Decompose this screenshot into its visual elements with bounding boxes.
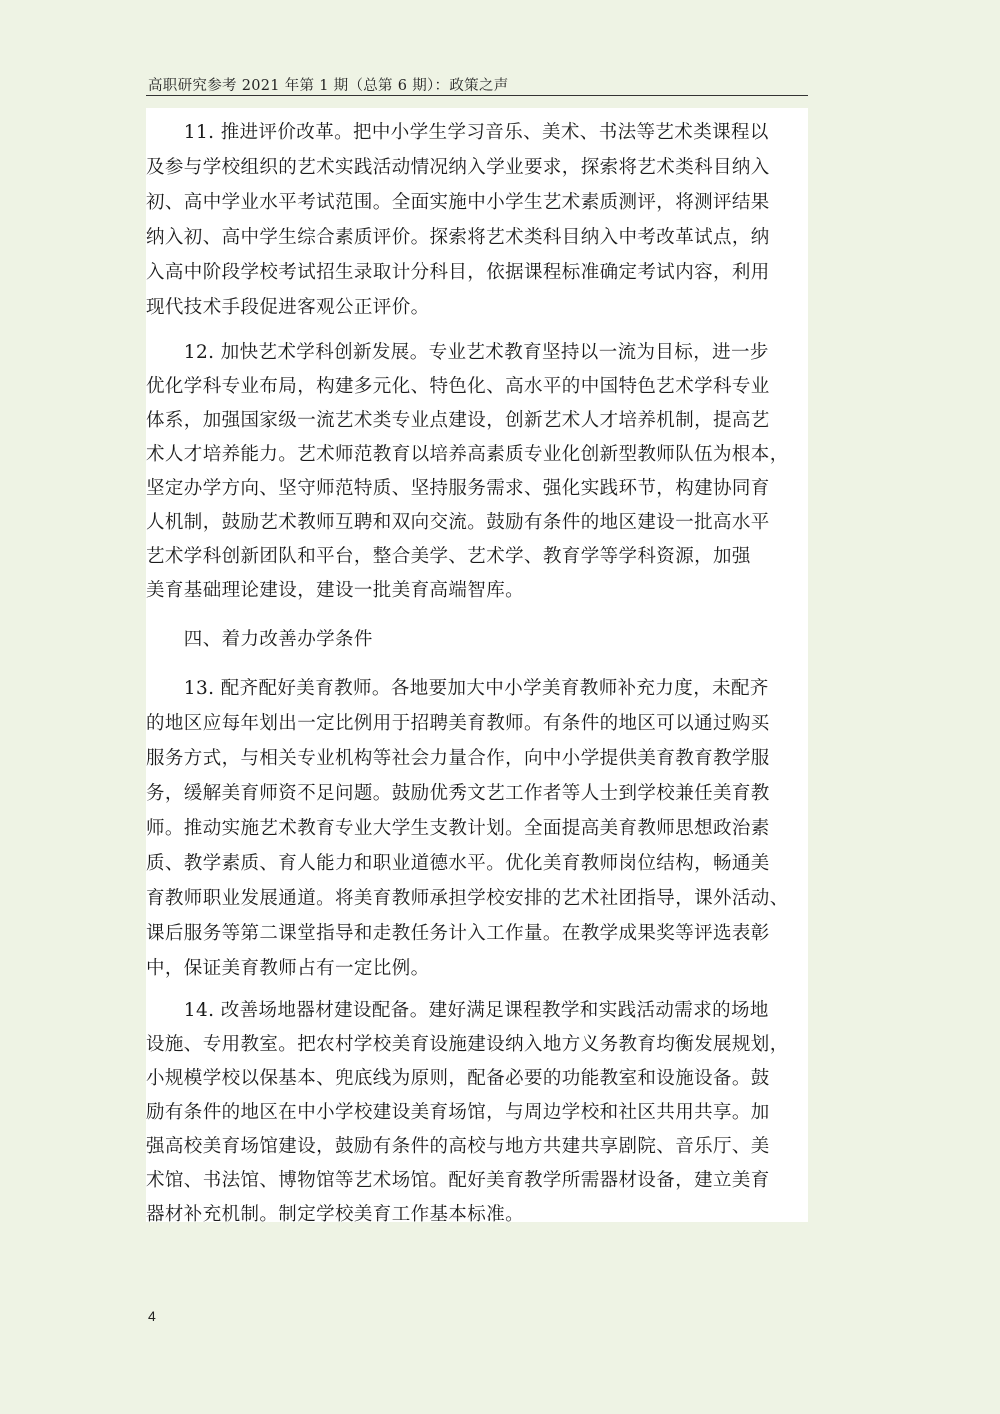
paragraph-line: 务，缓解美育师资不足问题。鼓励优秀文艺工作者等人士到学校兼任美育教 [146, 783, 770, 804]
paragraph-line: 术人才培养能力。艺术师范教育以培养高素质专业化创新型教师队伍为根本， [146, 444, 789, 465]
paragraph-line: 强高校美育场馆建设，鼓励有条件的高校与地方共建共享剧院、音乐厅、美 [146, 1136, 770, 1157]
paragraph-line: 11. 推进评价改革。把中小学生学习音乐、美术、书法等艺术类课程以 [146, 122, 769, 143]
paragraph-line: 术馆、书法馆、博物馆等艺术场馆。配好美育教学所需器材设备，建立美育 [146, 1170, 770, 1191]
paragraph-line: 及参与学校组织的艺术实践活动情况纳入学业要求，探索将艺术类科目纳入 [146, 157, 770, 178]
paragraph-line: 优化学科专业布局，构建多元化、特色化、高水平的中国特色艺术学科专业 [146, 376, 770, 397]
paragraph-line: 励有条件的地区在中小学校建设美育场馆，与周边学校和社区共用共享。加 [146, 1102, 770, 1123]
paragraph-line: 14. 改善场地器材建设配备。建好满足课程教学和实践活动需求的场地 [146, 1000, 769, 1021]
page-number: 4 [148, 1308, 156, 1324]
paragraph-line: 师。推动实施艺术教育专业大学生支教计划。全面提高美育教师思想政治素 [146, 818, 770, 839]
paragraph-line: 艺术学科创新团队和平台，整合美学、艺术学、教育学等学科资源，加强 [146, 546, 751, 567]
content-panel [146, 108, 808, 1225]
paragraph-line: 初、高中学业水平考试范围。全面实施中小学生艺术素质测评，将测评结果 [146, 192, 770, 213]
paragraph-line: 坚定办学方向、坚守师范特质、坚持服务需求、强化实践环节，构建协同育 [146, 478, 770, 499]
paragraph-line: 13. 配齐配好美育教师。各地要加大中小学美育教师补充力度，未配齐 [146, 678, 769, 699]
paragraph-line: 小规模学校以保基本、兜底线为原则，配备必要的功能教室和设施设备。鼓 [146, 1068, 770, 1089]
section-heading: 四、着力改善办学条件 [146, 629, 373, 650]
running-header: 高职研究参考 2021 年第 1 期（总第 6 期）：政策之声 [148, 78, 509, 94]
paragraph-line: 育教师职业发展通道。将美育教师承担学校安排的艺术社团指导，课外活动、 [146, 888, 789, 909]
paragraph-line: 服务方式，与相关专业机构等社会力量合作，向中小学提供美育教育教学服 [146, 748, 770, 769]
paragraph-line: 体系，加强国家级一流艺术类专业点建设，创新艺术人才培养机制，提高艺 [146, 410, 770, 431]
paragraph-line: 现代技术手段促进客观公正评价。 [146, 297, 430, 318]
paragraph-line: 中，保证美育教师占有一定比例。 [146, 958, 430, 979]
header-rule [146, 95, 808, 96]
paragraph-line: 设施、专用教室。把农村学校美育设施建设纳入地方义务教育均衡发展规划， [146, 1034, 789, 1055]
paragraph-line: 质、教学素质、育人能力和职业道德水平。优化美育教师岗位结构，畅通美 [146, 853, 770, 874]
paragraph-line: 课后服务等第二课堂指导和走教任务计入工作量。在教学成果奖等评选表彰 [146, 923, 770, 944]
paragraph-line: 的地区应每年划出一定比例用于招聘美育教师。有条件的地区可以通过购买 [146, 713, 770, 734]
paragraph-line: 12. 加快艺术学科创新发展。专业艺术教育坚持以一流为目标，进一步 [146, 342, 769, 363]
paragraph-line: 纳入初、高中学生综合素质评价。探索将艺术类科目纳入中考改革试点，纳 [146, 227, 770, 248]
paragraph-line: 人机制，鼓励艺术教师互聘和双向交流。鼓励有条件的地区建设一批高水平 [146, 512, 770, 533]
paragraph-line: 入高中阶段学校考试招生录取计分科目，依据课程标准确定考试内容，利用 [146, 262, 770, 283]
paragraph-line: 器材补充机制。制定学校美育工作基本标准。 [146, 1204, 525, 1225]
paragraph-line: 美育基础理论建设，建设一批美育高端智库。 [146, 580, 525, 601]
